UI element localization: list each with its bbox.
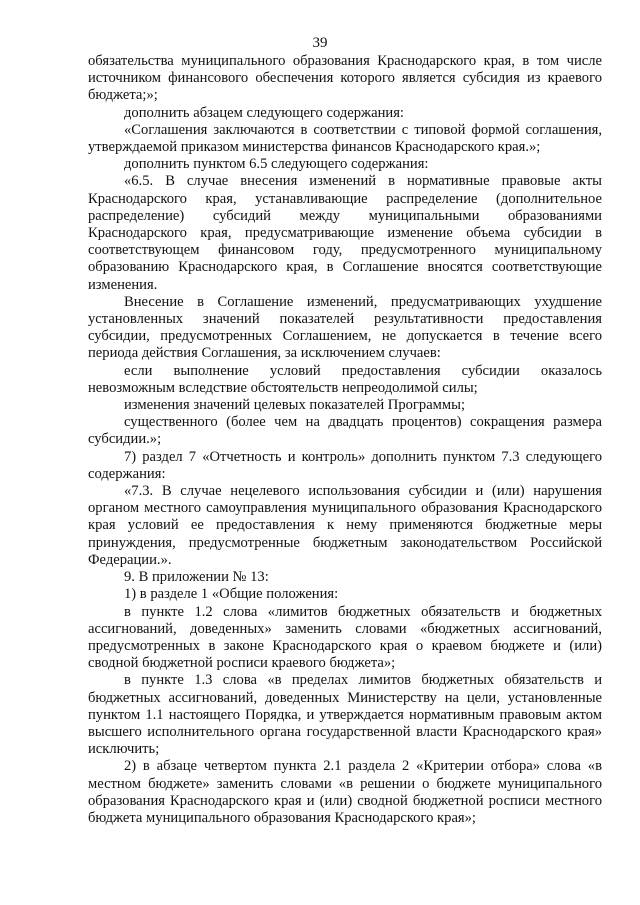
paragraph-15: в пункте 1.3 слова «в пределах лимитов бюджетных обязательств и бюджетных ассигнований, доведенных Министерству на цели, установленные пунктом 1.1 настоящего Порядка, и утверждается нормативным правовым актом высшего исполнительного органа государственной власти Краснодарского края» исключить; <box>88 672 602 758</box>
paragraph-11: «7.3. В случае нецелевого использования субсидии и (или) нарушения органом местного самоуправления муниципального образования Краснодарского края условий ее предоставления к нему применяются бюджетные меры принуждения, предусмотренные бюджетным законодательством Российской Федерации.». <box>88 483 602 568</box>
paragraph-6: Внесение в Соглашение изменений, предусматривающих ухудшение установленных значений показателей результативности предоставления субсидии, предусмотренных Соглашением, не допускается в течение всего периода действия Соглашения, за исключением случаев: <box>88 293 602 362</box>
paragraph-14: в пункте 1.2 слова «лимитов бюджетных обязательств и бюджетных ассигнований, доведенных» заменить словами «бюджетных ассигнований, предусмотренных в законе Краснодарского края о краевом бюджете и (или) сводной бюджетной росписи краевого бюджета»; <box>88 603 602 672</box>
paragraph-8: изменения значений целевых показателей Программы; <box>124 397 466 414</box>
paragraph-5: «6.5. В случае внесения изменений в нормативные правовые акты Краснодарского края, устанавливающие распределение (дополнительное распределение) субсидий между муниципальными образованиями Краснодарского края, предусматривающие изменение объема субсидии в соответствующем финансовом году, предусмотренного муниципальному образованию Краснодарского края, в Соглашение вносятся соответствующие изменения. <box>88 173 602 293</box>
paragraph-2: дополнить абзацем следующего содержания: <box>124 104 404 121</box>
paragraph-12: 9. В приложении № 13: <box>124 569 269 586</box>
paragraph-10: 7) раздел 7 «Отчетность и контроль» дополнить пунктом 7.3 следующего содержания: <box>88 448 602 482</box>
paragraph-9: существенного (более чем на двадцать процентов) сокращения размера субсидии.»; <box>88 414 602 448</box>
document-body <box>88 53 602 827</box>
paragraph-4: дополнить пунктом 6.5 следующего содержания: <box>124 156 429 173</box>
paragraph-1: обязательства муниципального образования Краснодарского края, в том числе источником финансового обеспечения которого является субсидия из краевого бюджета;»; <box>88 53 602 104</box>
paragraph-16: 2) в абзаце четвертом пункта 2.1 раздела 2 «Критерии отбора» слова «в местном бюджете» заменить словами «в решении о бюджете муниципального образования Краснодарского края и (или) сводной бюджетной росписи местного бюджета муниципального образования Краснодарского края»; <box>88 758 602 826</box>
paragraph-7: если выполнение условий предоставления субсидии оказалось невозможным вследствие обстоятельств непреодолимой силы; <box>88 362 602 396</box>
paragraph-3: «Соглашения заключаются в соответствии с типовой формой соглашения, утверждаемой приказом министерства финансов Краснодарского края.»; <box>88 121 602 156</box>
page-number: 39 <box>312 35 328 51</box>
paragraph-13: 1) в разделе 1 «Общие положения: <box>124 586 339 603</box>
